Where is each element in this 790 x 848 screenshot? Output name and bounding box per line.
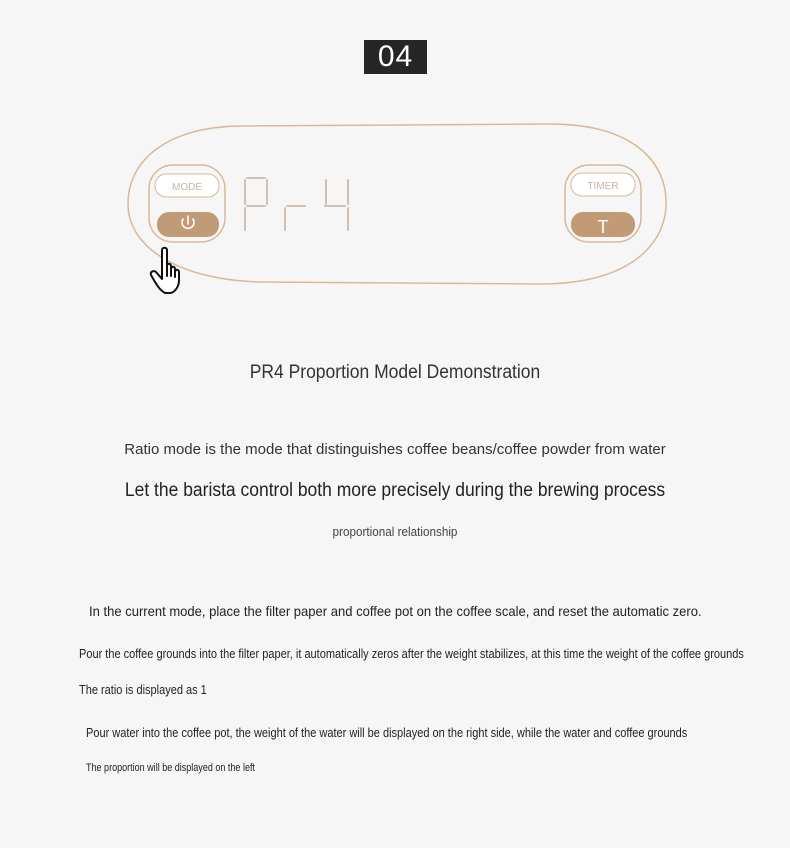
hand-pointer-icon <box>151 248 179 293</box>
timer-button-letter: T <box>597 217 609 237</box>
segment-display <box>245 178 348 230</box>
page-title: PR4 Proportion Model Demonstration <box>249 362 541 383</box>
instruction-paragraph-4: Pour water into the coffee pot, the weight of the water will be displayed on the right side, while the water and coffee grounds <box>86 726 688 740</box>
instruction-paragraph-2: Pour the coffee grounds into the filter paper, it automatically zeros after the weight stabilizes, at this time the weight of the coffee grounds <box>79 647 744 661</box>
intro-line-1: Ratio mode is the mode that distinguishes coffee beans/coffee powder from water <box>124 441 666 458</box>
mode-button-group[interactable] <box>149 165 225 242</box>
instruction-paragraph-5: The proportion will be displayed on the left <box>86 762 255 774</box>
scale-body-outline <box>128 124 666 284</box>
mode-label: MODE <box>172 182 202 193</box>
timer-label: TIMER <box>587 181 619 192</box>
timer-button-group[interactable] <box>565 165 641 242</box>
display-readout: Pr-4 <box>300 258 302 259</box>
intro-line-3: proportional relationship <box>332 524 458 539</box>
scale-control-panel <box>120 118 670 298</box>
instruction-paragraph-1: In the current mode, place the filter paper and coffee pot on the coffee scale, and reset the automatic zero. <box>89 603 702 619</box>
instruction-paragraph-3: The ratio is displayed as 1 <box>79 683 207 697</box>
intro-line-2: Let the barista control both more precisely during the brewing process <box>124 480 666 501</box>
step-number-badge: 04 <box>364 40 427 74</box>
